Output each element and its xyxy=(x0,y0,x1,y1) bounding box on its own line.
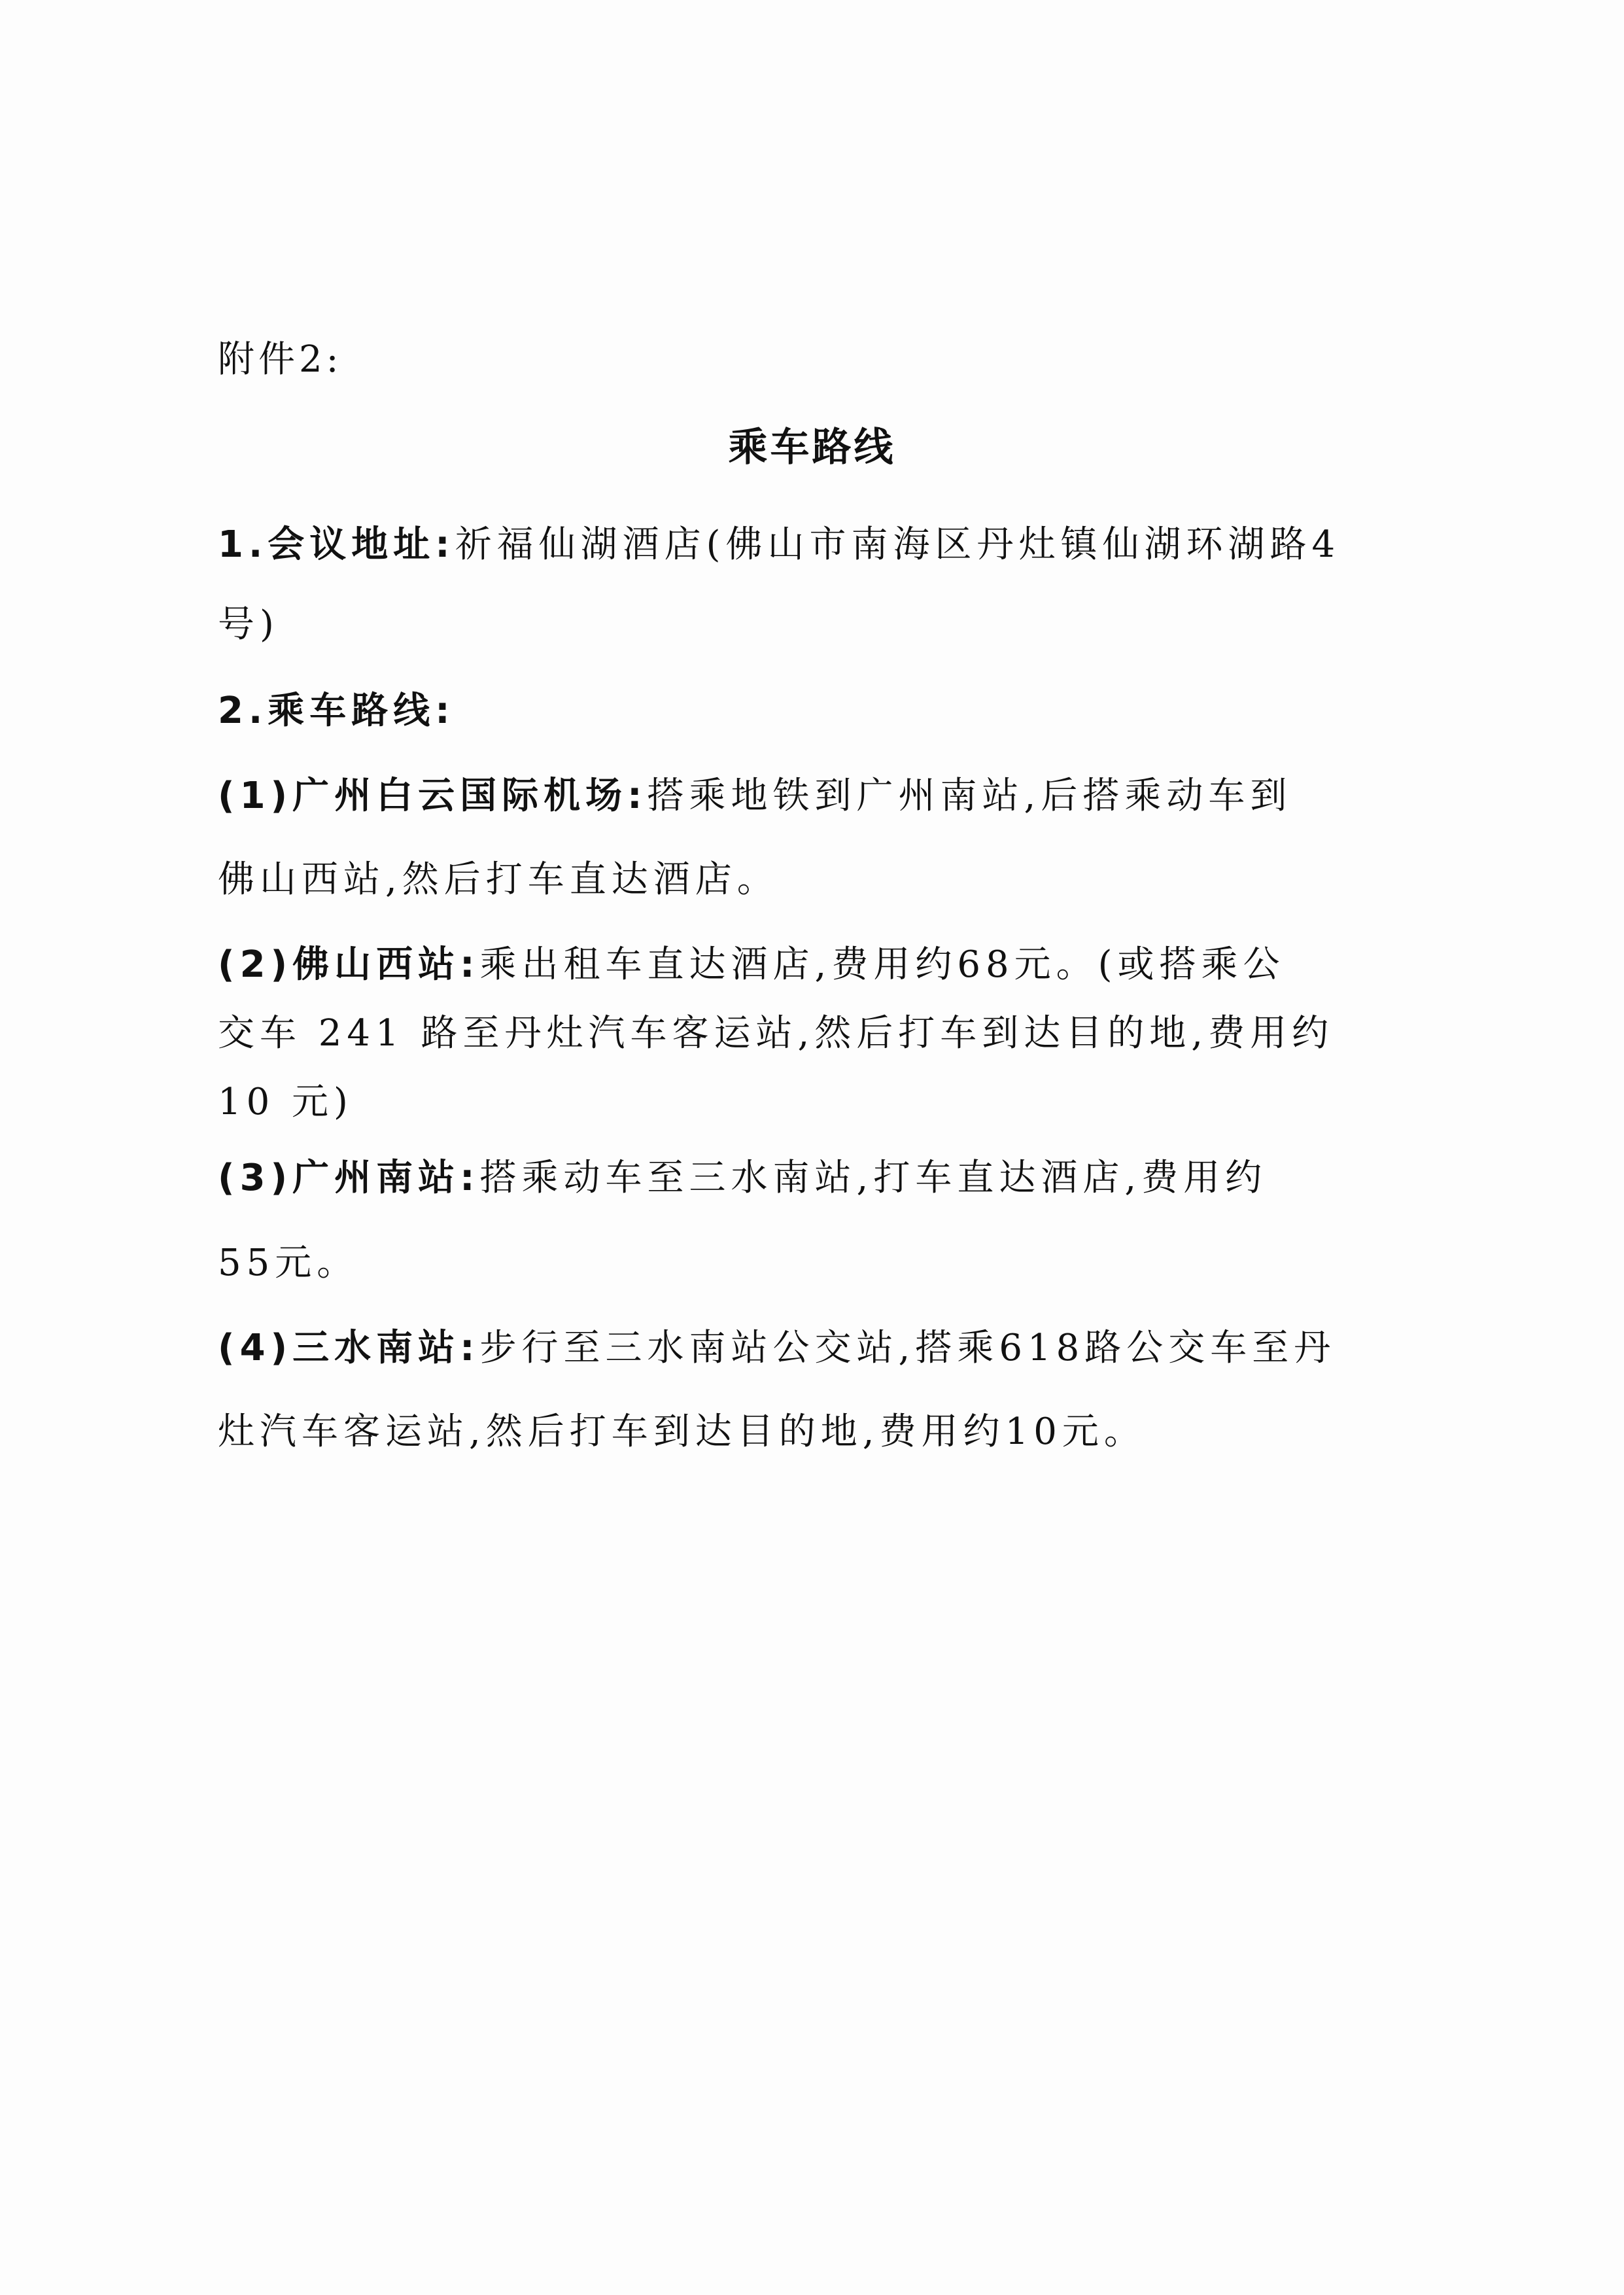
route-4-line-1 xyxy=(218,1319,1336,1371)
route-4-label: (4)三水南站: xyxy=(218,1327,480,1369)
route-3-line-1 xyxy=(218,1149,1267,1201)
address-text-1: 祈福仙湖酒店(佛山市南海区丹灶镇仙湖环湖路4 xyxy=(455,523,1341,566)
route-1-line-1 xyxy=(218,767,1292,819)
address-line-2: 号) xyxy=(218,603,279,646)
route-2-line-2: 交车 241 路至丹灶汽车客运站,然后打车到达目的地,费用约 xyxy=(218,1012,1334,1055)
route-1-text-1: 搭乘地铁到广州南站,后搭乘动车到 xyxy=(647,775,1292,817)
address-label: 1.会议地址: xyxy=(218,523,455,566)
page-title: 乘车路线 xyxy=(728,425,896,470)
route-4-line-2: 灶汽车客运站,然后打车到达目的地,费用约10元。 xyxy=(218,1410,1146,1453)
route-3-line-2: 55元。 xyxy=(218,1242,359,1284)
routes-heading: 2.乘车路线: xyxy=(218,690,455,732)
route-2-text-1: 乘出租车直达酒店,费用约68元。(或搭乘公 xyxy=(479,943,1285,986)
route-4-text-1: 步行至三水南站公交站,搭乘618路公交车至丹 xyxy=(479,1327,1336,1369)
route-2-line-1 xyxy=(218,936,1285,988)
route-1-label: (1)广州白云国际机场: xyxy=(218,775,648,817)
route-3-text-1: 搭乘动车至三水南站,打车直达酒店,费用约 xyxy=(479,1157,1268,1199)
route-2-label: (2)佛山西站: xyxy=(218,943,480,986)
route-1-line-2: 佛山西站,然后打车直达酒店。 xyxy=(218,858,779,901)
route-3-label: (3)广州南站: xyxy=(218,1157,480,1199)
address-line-1 xyxy=(218,516,1340,568)
attachment-label: 附件2: xyxy=(218,338,343,381)
route-2-line-3: 10 元) xyxy=(218,1081,353,1123)
